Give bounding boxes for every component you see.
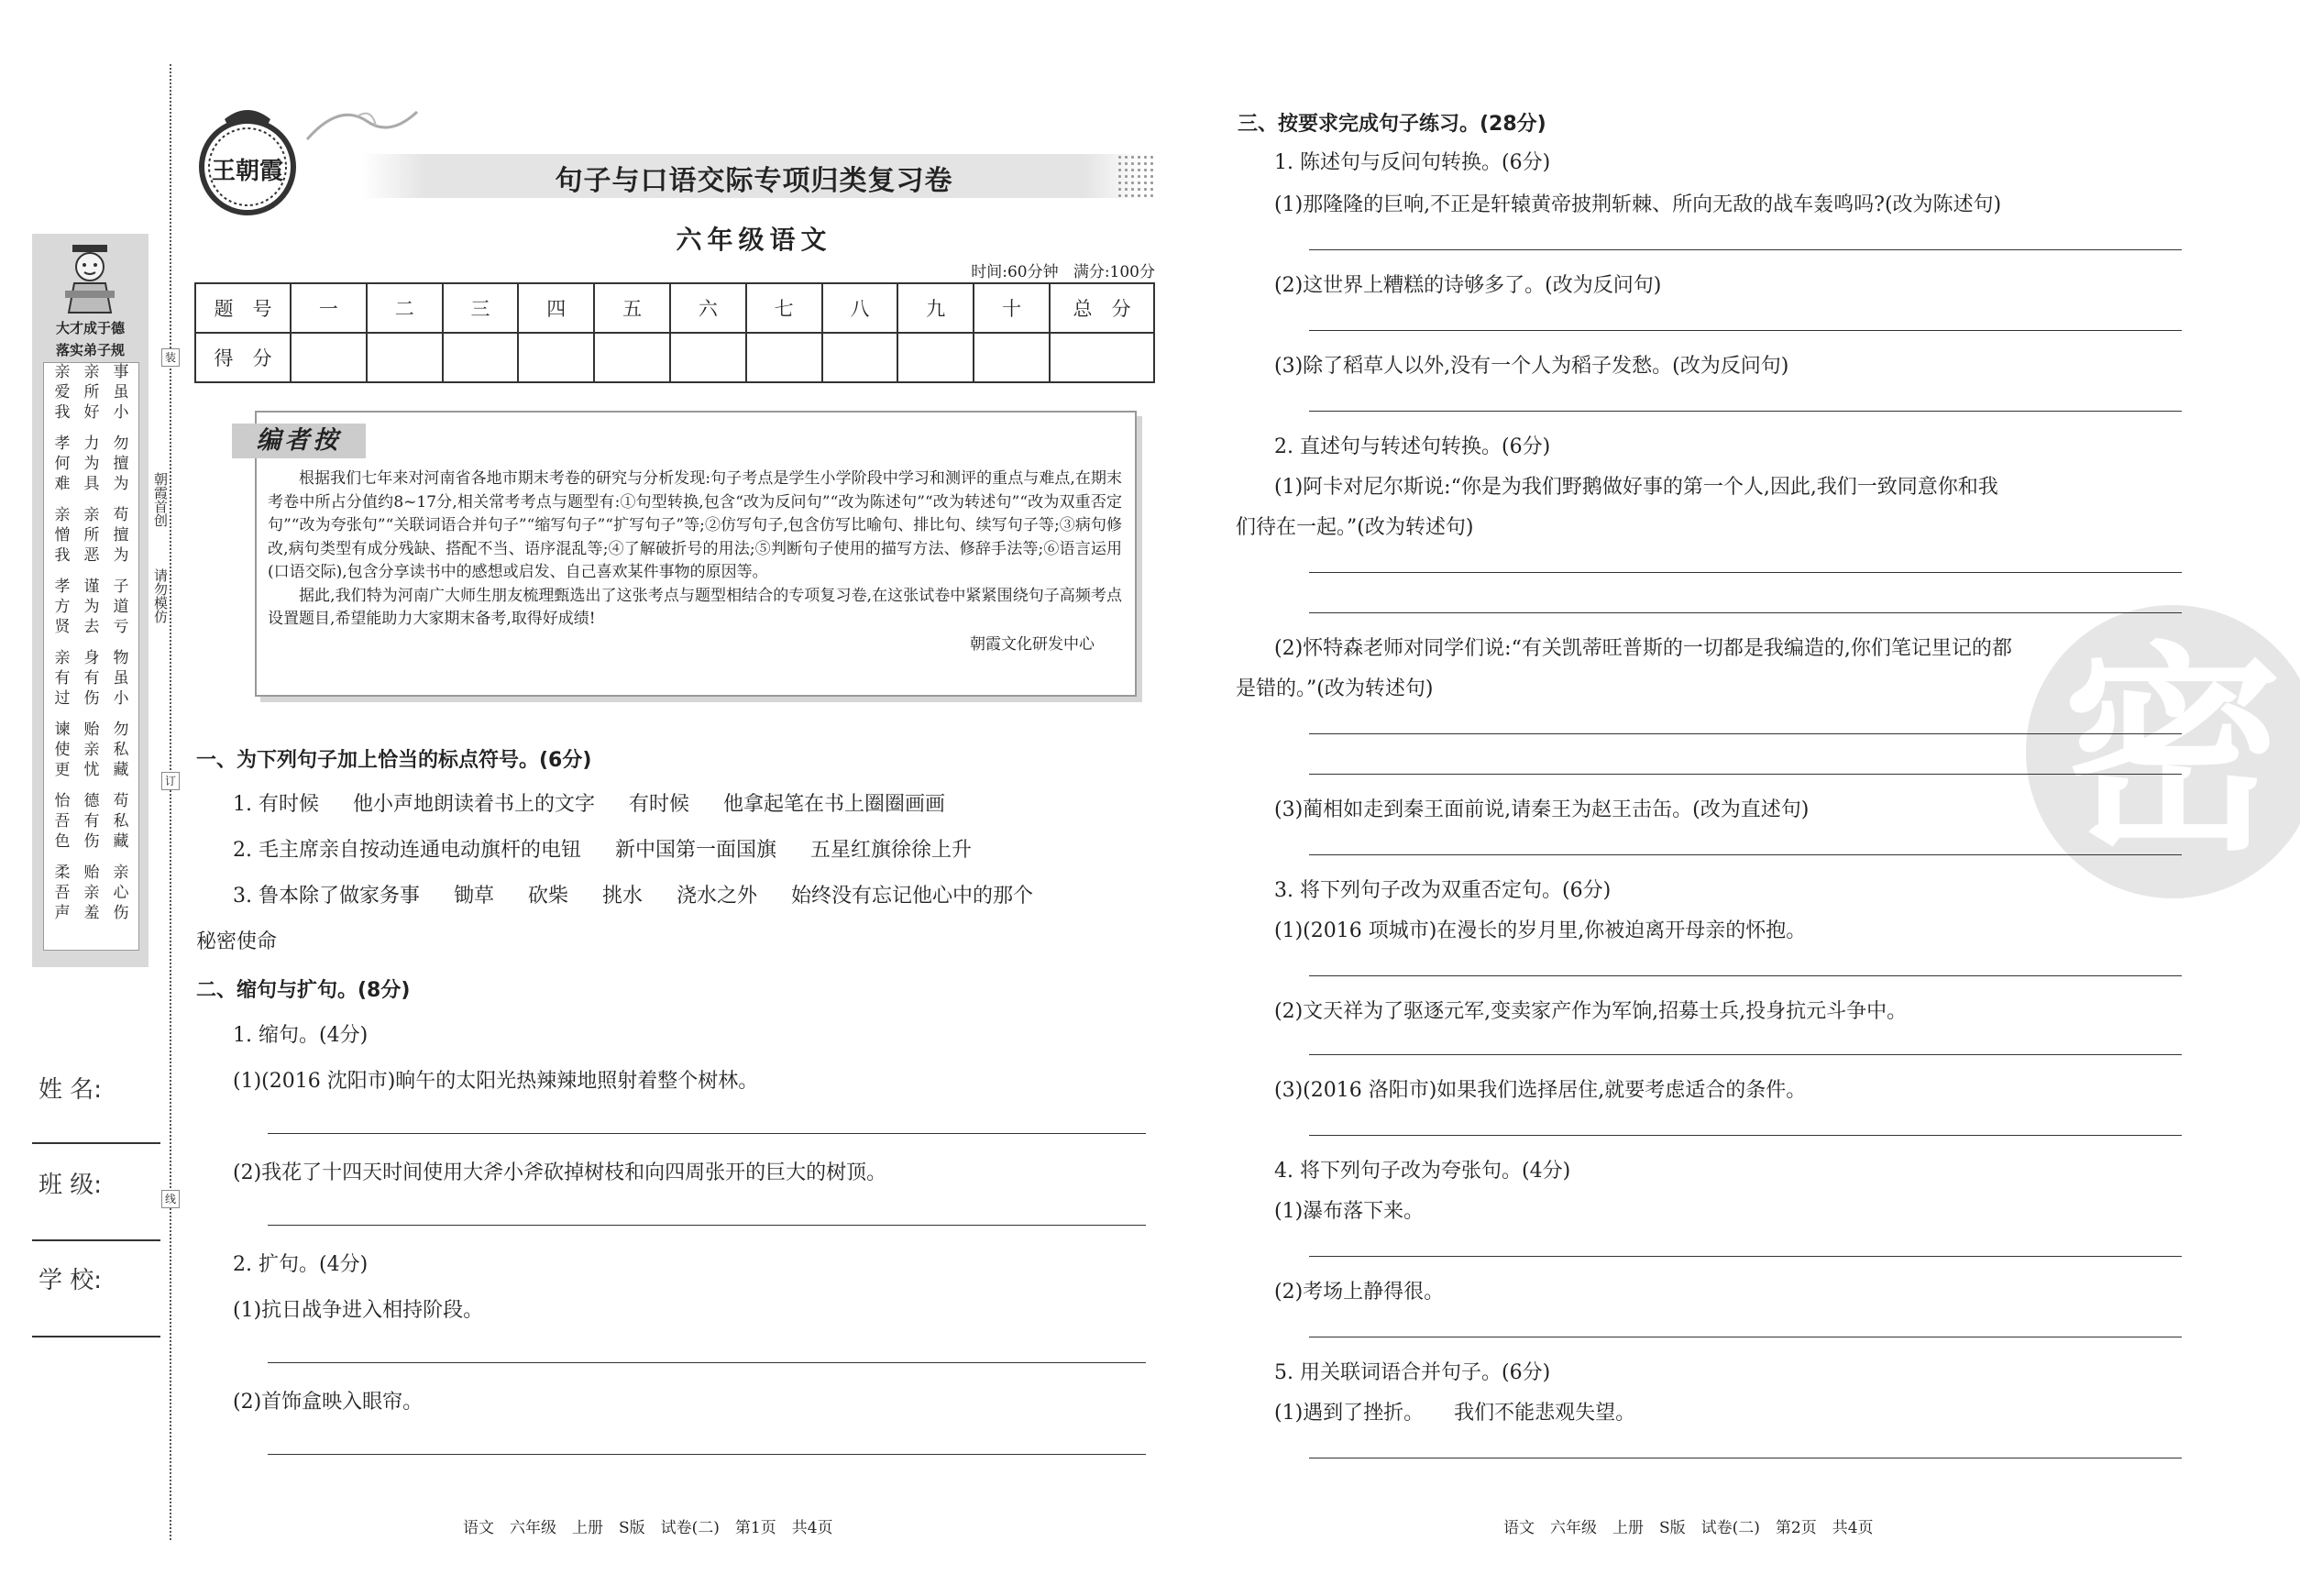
score-header-cell: 六 xyxy=(670,283,746,333)
s1-q3-part: 锄草 xyxy=(453,885,494,908)
verse-column: 亲有过 xyxy=(54,649,71,708)
s1-q3-part: 浇水之外 xyxy=(677,885,758,908)
verse-column: 亲所好 xyxy=(83,363,100,422)
score-header-cell: 九 xyxy=(897,283,974,333)
answer-line[interactable] xyxy=(1309,1135,2182,1136)
s3-q5-1-part: 我们不能悲观失望。 xyxy=(1454,1402,1636,1425)
score-cell[interactable] xyxy=(443,333,519,382)
answer-line[interactable] xyxy=(268,1362,1146,1363)
brand-logo xyxy=(188,101,307,220)
time-info: 时间:60分钟 满分:100分 xyxy=(971,263,1155,281)
s3-q2-2-line2: 是错的。”(改为转述句) xyxy=(1236,677,1434,700)
verse-column: 贻亲羞 xyxy=(83,864,100,922)
s1-q2-part: 五星红旗徐徐上升 xyxy=(810,839,973,862)
verse-group xyxy=(46,720,142,786)
s3-q1-3: (3)除了稻草人以外,没有一个人为稻子发愁。(改为反问句) xyxy=(1274,355,1789,378)
score-header-cell: 一 xyxy=(291,283,367,333)
verse-column: 亲憎我 xyxy=(54,506,71,565)
answer-line[interactable] xyxy=(1309,774,2182,775)
answer-line[interactable] xyxy=(268,1225,1146,1226)
class-field[interactable] xyxy=(32,1239,160,1241)
verse-group xyxy=(46,791,142,857)
score-table-header-row xyxy=(195,283,1154,333)
seal-mark-2: 订 xyxy=(161,772,180,790)
school-field[interactable] xyxy=(32,1336,160,1337)
s3-q5-title: 5. 用关联词语合并句子。(6分) xyxy=(1274,1361,1551,1384)
answer-line[interactable] xyxy=(1309,572,2182,573)
score-header-total: 总 分 xyxy=(1050,283,1154,333)
s3-q2-1-line2: 们待在一起。”(改为转述句) xyxy=(1236,516,1474,539)
verse-group xyxy=(46,362,142,428)
score-cell[interactable] xyxy=(822,333,898,382)
score-header-cell: 二 xyxy=(367,283,443,333)
verse-column: 亲爱我 xyxy=(54,363,71,422)
school-label: 学 校: xyxy=(39,1267,103,1294)
verse-column: 勿私藏 xyxy=(113,721,129,779)
s3-q2-1-line1: (1)阿卡对尼尔斯说:“你是为我们野鹅做好事的第一个人,因此,我们一致同意你和我 xyxy=(1274,476,1998,499)
answer-line[interactable] xyxy=(1309,249,2182,250)
s3-q1-title: 1. 陈述句与反问句转换。(6分) xyxy=(1274,151,1551,174)
section-1-title: 一、为下列句子加上恰当的标点符号。(6分) xyxy=(196,749,592,772)
score-header-cell: 四 xyxy=(518,283,594,333)
name-label: 姓 名: xyxy=(39,1076,103,1104)
verse-column: 力为具 xyxy=(83,435,100,493)
s3-q3-1: (1)(2016 项城市)在漫长的岁月里,你被迫离开母亲的怀抱。 xyxy=(1274,919,1807,942)
editor-note-paragraph-2: 据此,我们特为河南广大师生朋友梳理甄选出了这张考点与题型相结合的专项复习卷,在这张试卷中紧紧围绕句子高频考点设置题目,希望能助力大家期末备考,取得好成绩! xyxy=(268,586,1122,628)
s1-question-3 xyxy=(233,880,1033,908)
name-field[interactable] xyxy=(32,1142,160,1144)
verse-column: 柔吾声 xyxy=(54,864,71,922)
answer-line[interactable] xyxy=(1309,975,2182,976)
s1-q2-part: 2. 毛主席亲自按动连通电动旗杆的电钮 xyxy=(233,839,581,862)
section-3-title: 三、按要求完成句子练习。(28分) xyxy=(1238,113,1546,136)
score-table-score-row xyxy=(195,333,1154,382)
s1-q3-part: 挑水 xyxy=(602,885,644,908)
answer-line[interactable] xyxy=(1309,1054,2182,1055)
editor-note-text xyxy=(268,468,1122,656)
verse-group xyxy=(46,648,142,714)
s1-q1-part: 1. 有时候 xyxy=(233,793,319,816)
answer-line[interactable] xyxy=(1309,411,2182,412)
verse-column: 勿擅为 xyxy=(113,435,129,493)
s3-q3-3: (3)(2016 洛阳市)如果我们选择居住,就要考虑适合的条件。 xyxy=(1274,1079,1807,1102)
logo-text: 王朝霞 xyxy=(211,158,283,185)
scholar-illustration xyxy=(60,241,121,314)
binding-dotted-line xyxy=(170,64,171,1540)
s3-q4-2: (2)考场上静得很。 xyxy=(1274,1281,1445,1304)
s1-q1-part: 有时候 xyxy=(629,793,690,816)
verse-column: 孝何难 xyxy=(54,435,71,493)
score-table xyxy=(194,282,1155,383)
score-header-cell: 三 xyxy=(443,283,519,333)
verse-group xyxy=(46,505,142,571)
section-2-title: 二、缩句与扩句。(8分) xyxy=(196,979,411,1002)
s3-q5-1 xyxy=(1274,1397,1635,1425)
s3-q4-title: 4. 将下列句子改为夸张句。(4分) xyxy=(1274,1160,1571,1183)
score-cell[interactable] xyxy=(974,333,1050,382)
s1-q3-part: 3. 鲁本除了做家务事 xyxy=(233,885,420,908)
seal-mark-3: 线 xyxy=(161,1190,180,1208)
s1-q1-part: 他拿起笔在书上圈圈画画 xyxy=(723,793,946,816)
score-cell[interactable] xyxy=(594,333,670,382)
s3-q4-1: (1)瀑布落下来。 xyxy=(1274,1200,1425,1223)
verse-group xyxy=(46,863,142,929)
editor-note-tag: 编者按 xyxy=(232,424,366,458)
answer-line[interactable] xyxy=(1309,854,2182,855)
score-cell[interactable] xyxy=(897,333,974,382)
verse-column: 孝方贤 xyxy=(54,578,71,636)
editor-note-signature: 朝霞文化研发中心 xyxy=(970,634,1095,654)
answer-line[interactable] xyxy=(268,1454,1146,1455)
verse-column: 德有伤 xyxy=(83,792,100,851)
s2-expand-q1: (1)抗日战争进入相持阶段。 xyxy=(233,1299,484,1322)
score-cell[interactable] xyxy=(518,333,594,382)
score-cell[interactable] xyxy=(367,333,443,382)
s3-q3-title: 3. 将下列句子改为双重否定句。(6分) xyxy=(1274,879,1612,902)
ribbon-decoration xyxy=(303,103,422,158)
score-header-cell: 七 xyxy=(746,283,822,333)
page-subtitle: 六年级语文 xyxy=(676,225,832,255)
answer-line[interactable] xyxy=(1309,330,2182,331)
s1-q2-part: 新中国第一面国旗 xyxy=(615,839,777,862)
verse-column: 子道亏 xyxy=(113,578,129,636)
score-cell[interactable] xyxy=(291,333,367,382)
s2-shrink-q2: (2)我花了十四天时间使用大斧小斧砍掉树枝和向四周张开的巨大的树顶。 xyxy=(233,1161,887,1184)
answer-line[interactable] xyxy=(1309,612,2182,613)
motto-line-2: 落实弟子规 xyxy=(55,342,125,358)
s3-q1-2: (2)这世界上糟糕的诗够多了。(改为反问句) xyxy=(1274,274,1662,297)
answer-line[interactable] xyxy=(1309,1256,2182,1257)
side-note-no-copy: 请勿模仿 xyxy=(152,568,169,623)
score-cell[interactable] xyxy=(746,333,822,382)
verse-column: 身有伤 xyxy=(83,649,100,708)
score-header-label: 题 号 xyxy=(195,283,291,333)
verse-columns xyxy=(46,362,147,958)
side-note-origin: 朝霞首创 xyxy=(152,472,169,527)
verse-column: 苟私藏 xyxy=(113,792,129,851)
footer-page-1: 语文 六年级 上册 S版 试卷(二) 第1页 共4页 xyxy=(463,1519,833,1537)
verse-column: 亲所恶 xyxy=(83,506,100,565)
footer-page-2: 语文 六年级 上册 S版 试卷(二) 第2页 共4页 xyxy=(1503,1519,1874,1537)
verse-column: 谨为去 xyxy=(83,578,100,636)
verse-column: 谏使更 xyxy=(54,721,71,779)
s1-question-2 xyxy=(233,834,972,863)
s3-q2-2-line1: (2)怀特森老师对同学们说:“有关凯蒂旺普斯的一切都是我编造的,你们笔记里记的都 xyxy=(1274,637,2012,660)
score-cell-total[interactable] xyxy=(1050,333,1154,382)
s3-q2-3: (3)蔺相如走到秦王面前说,请秦王为赵王击缶。(改为直述句) xyxy=(1274,798,1810,821)
editor-note-paragraph-1: 根据我们七年来对河南省各地市期末考卷的研究与分析发现:句子考点是学生小学阶段中学习和测评的重点与难点,在期末考卷中所占分值约8~17分,相关常考考点与题型有:①句型转换,包含“改为反问句”“改为陈述句”“改为转述句”“改为双重否定句”“改为夸张句”“关联词语合并句子”“缩写句子”“扩写句子”等;②仿写句子,包含仿写比喻句、排比句、续写句子等;③病句修改,病句类型有成分残缺、搭配不当、语序混乱等;④了解破折号的用法;⑤判断句子使用的描写方法、修辞手法等;⑥语言运用(口语交际),包含分享读书中的感想或启发、自己喜欢某件事物的原因等。 xyxy=(268,469,1122,581)
verse-column: 亲心伤 xyxy=(113,864,129,922)
s2-expand-q2: (2)首饰盒映入眼帘。 xyxy=(233,1391,424,1414)
watermark-char: 密 xyxy=(2062,623,2283,880)
s3-q3-2: (2)文天祥为了驱逐元军,变卖家产作为军饷,招募士兵,投身抗元斗争中。 xyxy=(1274,1000,1908,1023)
score-header-cell: 八 xyxy=(822,283,898,333)
verse-column: 怡吾色 xyxy=(54,792,71,851)
score-header-cell: 十 xyxy=(974,283,1050,333)
s1-q3-part: 始终没有忘记他心中的那个 xyxy=(791,885,1034,908)
verse-group xyxy=(46,577,142,643)
answer-line[interactable] xyxy=(268,1133,1146,1134)
verse-column: 物虽小 xyxy=(113,649,129,708)
verse-column: 贻亲忧 xyxy=(83,721,100,779)
s3-q1-1: (1)那隆隆的巨响,不正是轩辕黄帝披荆斩棘、所向无敌的战车轰鸣吗?(改为陈述句) xyxy=(1274,193,2002,216)
seal-mark-1: 装 xyxy=(161,348,180,367)
s2-expand-title: 2. 扩句。(4分) xyxy=(233,1253,369,1276)
s3-q5-1-part: (1)遇到了挫折。 xyxy=(1274,1402,1425,1425)
s1-question-1 xyxy=(233,788,945,817)
page-title: 句子与口语交际专项归类复习卷 xyxy=(555,165,953,197)
answer-line[interactable] xyxy=(1309,733,2182,734)
verse-column: 事虽小 xyxy=(113,363,129,422)
motto-line-1: 大才成于德 xyxy=(55,320,125,336)
s1-q3-part: 砍柴 xyxy=(528,885,569,908)
s2-shrink-q1: (1)(2016 沈阳市)晌午的太阳光热辣辣地照射着整个树林。 xyxy=(233,1070,759,1093)
verse-group xyxy=(46,434,142,500)
s3-q2-title: 2. 直述句与转述句转换。(6分) xyxy=(1274,435,1551,458)
score-row-label: 得 分 xyxy=(195,333,291,382)
s2-shrink-title: 1. 缩句。(4分) xyxy=(233,1024,369,1047)
verse-column: 苟擅为 xyxy=(113,506,129,565)
s1-question-3-cont: 秘密使命 xyxy=(196,930,278,953)
score-header-cell: 五 xyxy=(594,283,670,333)
score-cell[interactable] xyxy=(670,333,746,382)
class-label: 班 级: xyxy=(39,1172,103,1199)
s1-q1-part: 他小声地朗读着书上的文字 xyxy=(352,793,595,816)
